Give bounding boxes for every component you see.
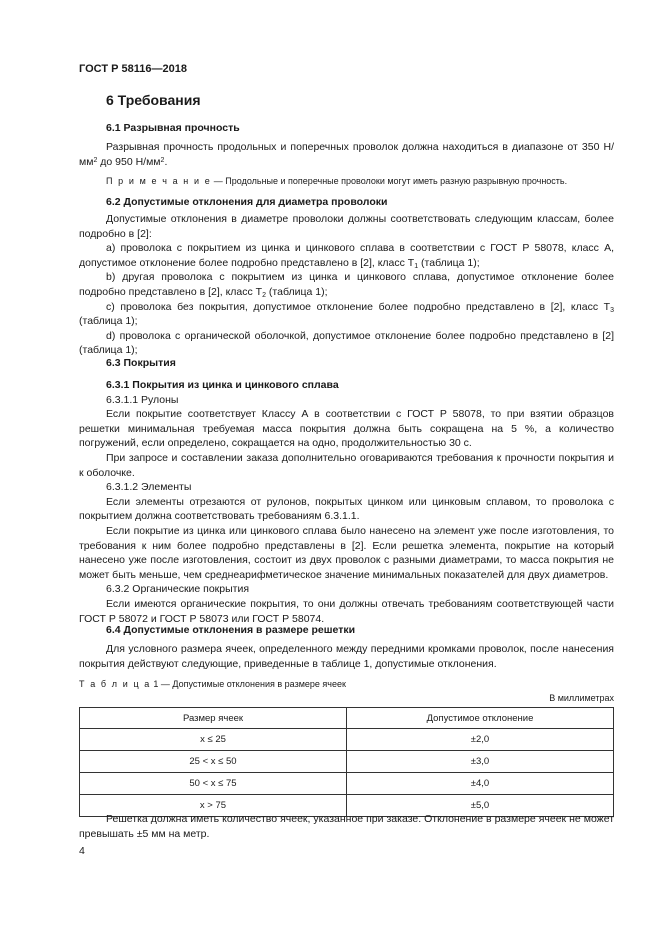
- section-6-3-body: [79, 378, 614, 626]
- table-header-cell: Размер ячеек: [80, 708, 347, 729]
- paragraph-6-3-1-2-b: Если покрытие из цинка или цинкового сплава было нанесено на элемент уже после изготовления, то требования к ним более подробно представлены в [2]. Если решетка элемента, покрытие на который нанесено уже после изготовления, состоит из двух проволок с разными диаметрами, то масса покрытия не может быть меньше, чем среднеарифметическое значение минимальных показателей для двух диаметров.: [79, 524, 614, 581]
- table-cell: 25 < x ≤ 50: [80, 751, 347, 773]
- note-6-1: П р и м е ч а н и е — Продольные и поперечные проволоки могут иметь разную разрывную прочность.: [106, 176, 568, 186]
- paragraph-6-3-2: Если имеются органические покрытия, то они должны отвечать требованиям соответствующей части ГОСТ Р 58072 и ГОСТ Р 58073 или ГОСТ Р 58074.: [79, 597, 614, 625]
- table-header-cell: Допустимое отклонение: [347, 708, 614, 729]
- table-row: [80, 773, 614, 795]
- table-cell: ±5,0: [347, 795, 614, 817]
- paragraph-6-3-1-1-a: Если покрытие соответствует Классу А в соответствии с ГОСТ Р 58078, то при взятии образцов решетки минимальная требуемая масса покрытия должна быть сокращена на 5 %, а количество погружений, если определено, сокращается на одно, продолжительностью 30 с.: [79, 408, 614, 450]
- table-cell: x ≤ 25: [80, 729, 347, 751]
- subsection-6-3-1-title: 6.3.1 Покрытия из цинка и цинкового сплава: [106, 379, 339, 391]
- subsection-6-4-title: 6.4 Допустимые отклонения в размере решетки: [106, 624, 356, 636]
- list-item-b: b) другая проволока с покрытием из цинка и цинкового сплава, допустимое отклонение более подробно представлено в [2], класс $Т_2$ (таблица 1);: [79, 271, 614, 299]
- table-cell: x > 75: [80, 795, 347, 817]
- page-number: 4: [79, 845, 85, 857]
- table-cell: ±4,0: [347, 773, 614, 795]
- table-cell: ±3,0: [347, 751, 614, 773]
- table-units: В миллиметрах: [549, 693, 614, 703]
- subsection-6-2-title: 6.2 Допустимые отклонения для диаметра проволоки: [106, 196, 388, 208]
- paragraph-6-1: Разрывная прочность продольных и поперечных проволок должна находиться в диапазоне от 350 $Н/мм^2$ до 950 $Н/мм^2$.: [79, 141, 614, 168]
- table-caption: Т а б л и ц а 1 — Допустимые отклонения в размере ячеек: [79, 679, 346, 689]
- table-cell: 50 < x ≤ 75: [80, 773, 347, 795]
- subsection-6-3-1-2-title: 6.3.1.2 Элементы: [106, 481, 192, 494]
- paragraph-6-2: Допустимые отклонения в диаметре проволоки должны соответствовать следующим классам, более подробно в [2]: а) проволока с покрытием из цинка и цинкового сплава в соответствии с ГОСТ Р 58078, класс А, допустимое отклонение более подробно представлено в [2], класс $Т_1$ (таблица 1); b) другая проволока с покрытием из цинка и цинкового сплава, допустимое отклонение более подробно представлено в [2], класс $Т_2$ (таблица 1); c) проволока без покрытия, допустимое отклонение более подробно представлено в [2], класс $Т_3$ (таблица 1); d) проволока с органической оболочкой, допустимое отклонение более подробно представлено в [2] (таблица 1);: [79, 213, 614, 357]
- deviation-table: [79, 707, 614, 817]
- paragraph-6-4-after-table: Решетка должна иметь количество ячеек, указанное при заказе. Отклонение в размере ячеек не может превышать ±5 мм на метр.: [79, 813, 614, 840]
- subsection-6-3-2-title: 6.3.2 Органические покрытия: [106, 583, 250, 596]
- table-row: [80, 751, 614, 773]
- paragraph-6-4: Для условного размера ячеек, определенного между передними кромками проволок, после нанесения покрытия действуют следующие, приведенные в таблице 1, допустимые отклонения.: [79, 643, 614, 670]
- table-row: [80, 729, 614, 751]
- subsection-6-3-title: 6.3 Покрытия: [106, 357, 176, 369]
- document-header: ГОСТ Р 58116—2018: [79, 63, 187, 75]
- subsection-6-3-1-1-title: 6.3.1.1 Рулоны: [106, 393, 179, 406]
- list-item-c: c) проволока без покрытия, допустимое отклонение более подробно представлено в [2], класс $Т_3$ (таблица 1);: [79, 300, 614, 328]
- subsection-6-1-title: 6.1 Разрывная прочность: [106, 122, 240, 134]
- paragraph-6-3-1-1-b: При запросе и составлении заказа дополнительно оговариваются требования к прочности покрытия и к оболочке.: [79, 451, 614, 479]
- list-item-a: а) проволока с покрытием из цинка и цинкового сплава в соответствии с ГОСТ Р 58078, класс А, допустимое отклонение более подробно представлено в [2], класс $Т_1$ (таблица 1);: [79, 242, 614, 270]
- paragraph-6-3-1-2-a: Если элементы отрезаются от рулонов, покрытых цинком или цинковым сплавом, то проволока с покрытием должна соответствовать требованиям 6.3.1.1.: [79, 495, 614, 523]
- section-title: 6 Требования: [106, 92, 201, 108]
- list-item-d: d) проволока с органической оболочкой, допустимое отклонение более подробно представлено в [2] (таблица 1);: [79, 329, 614, 357]
- table-cell: ±2,0: [347, 729, 614, 751]
- table-header-row: [80, 708, 614, 729]
